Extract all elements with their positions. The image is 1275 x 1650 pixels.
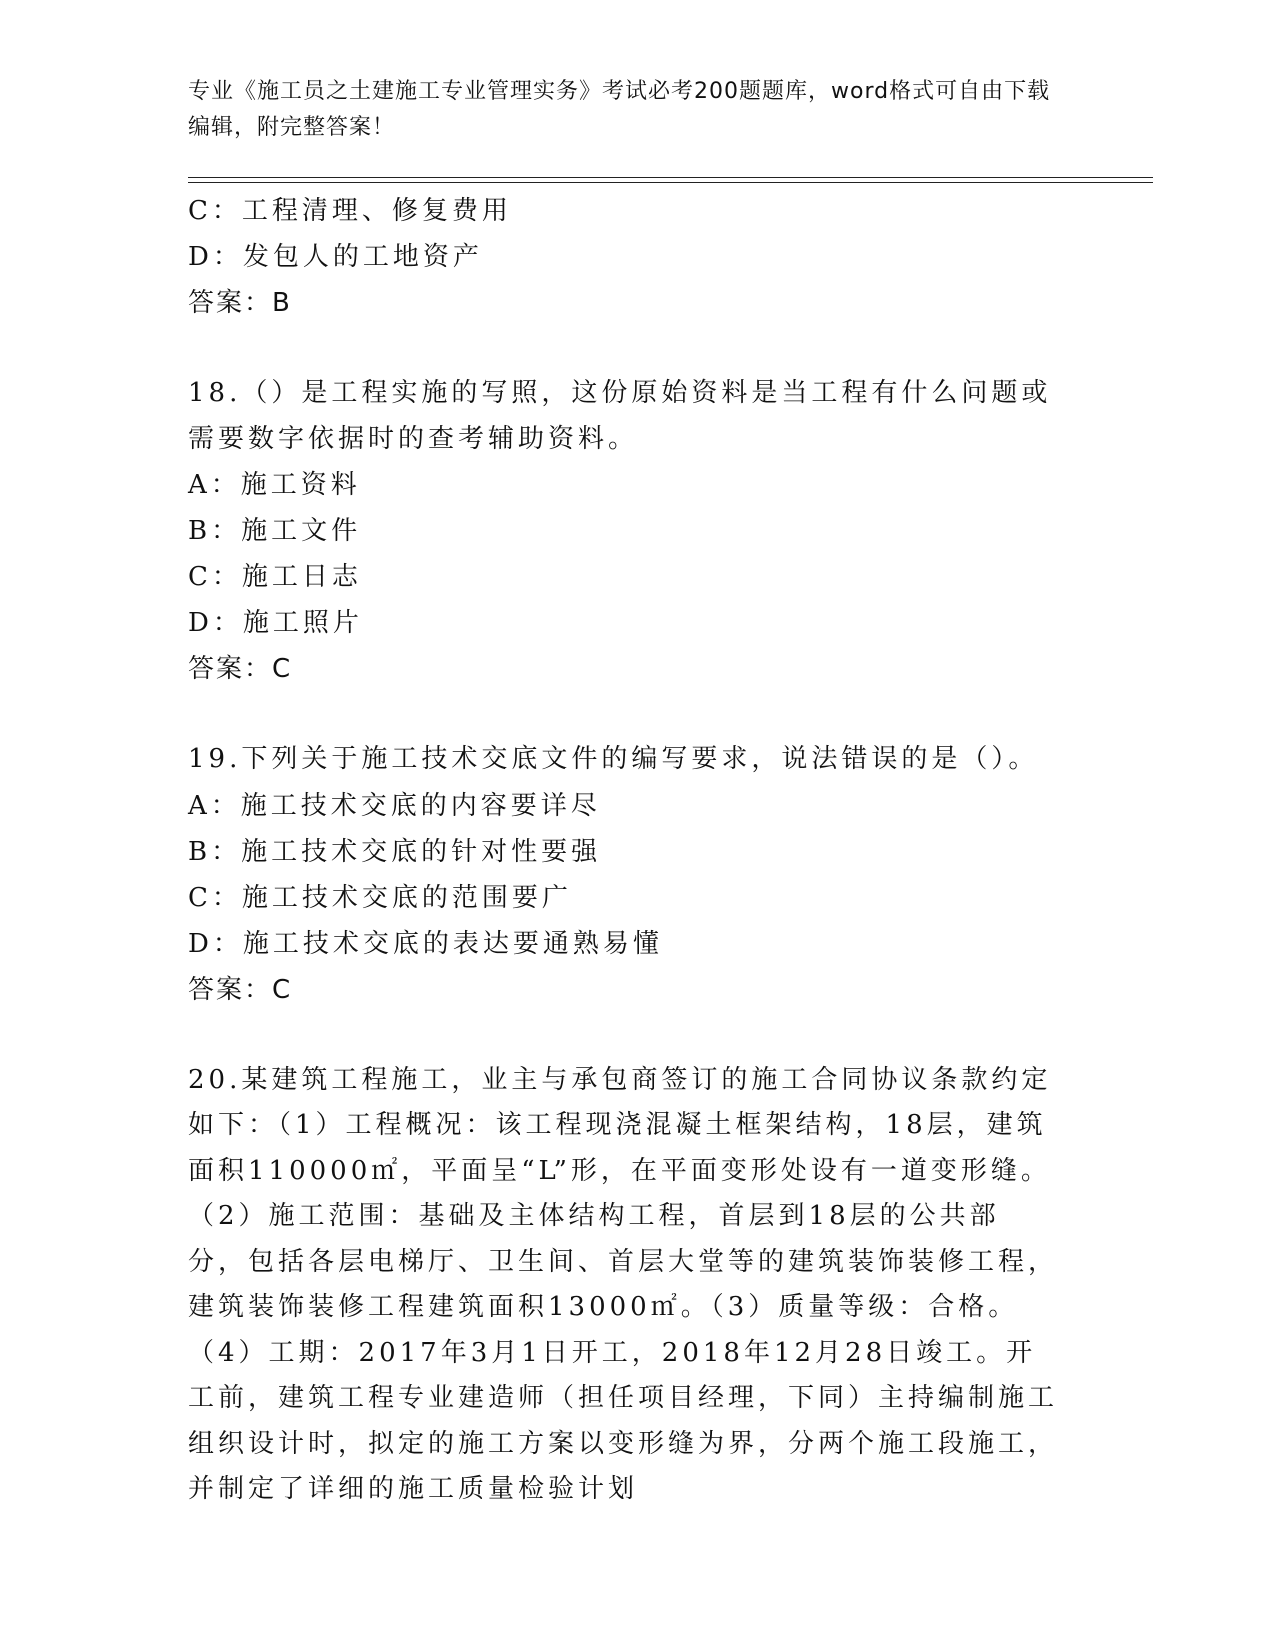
header-rule-bottom — [188, 182, 1153, 183]
answer-line: 答案：C — [188, 654, 293, 684]
question-stem: 19.下列关于施工技术交底文件的编写要求，说法错误的是（）。 — [188, 744, 1039, 774]
question-20 — [188, 1058, 1088, 1513]
option-a: A：施工技术交底的内容要详尽 — [188, 790, 601, 821]
answer-line: 答案：B — [188, 288, 292, 318]
spacer — [188, 1013, 1088, 1058]
option-d: D：施工照片 — [188, 608, 363, 638]
question-content — [188, 188, 1088, 1513]
option-b: B：施工技术交底的针对性要强 — [188, 836, 602, 867]
header-rule-top — [188, 177, 1153, 178]
answer-line: 答案：C — [188, 974, 293, 1005]
option-a: A：施工资料 — [188, 470, 361, 500]
document-header: 专业《施工员之土建施工专业管理实务》考试必考200题题库，word格式可自由下载编辑，附完整答案！ — [188, 79, 1051, 140]
question-19 — [188, 737, 1088, 1013]
option-b: B：施工文件 — [188, 516, 362, 546]
question-17 — [188, 188, 1088, 326]
option-c: C：施工技术交底的范围要广 — [188, 882, 572, 913]
question-18 — [188, 371, 1088, 692]
spacer — [188, 692, 1088, 737]
option-c: C：工程清理、修复费用 — [188, 196, 512, 226]
option-d: D：发包人的工地资产 — [188, 242, 483, 272]
option-c: C：施工日志 — [188, 562, 362, 592]
option-d: D：施工技术交底的表达要通熟易懂 — [188, 928, 663, 959]
question-stem: 18.（）是工程实施的写照，这份原始资料是当工程有什么问题或需要数字依据时的查考辅助资料。 — [188, 378, 1052, 454]
question-stem: 20.某建筑工程施工，业主与承包商签订的施工合同协议条款约定如下：（1）工程概况：该工程现浇混凝土框架结构，18层，建筑面积110000㎡，平面呈“L”形，在平面变形处设有一道变形缝。（2）施工范围：基础及主体结构工程，首层到18层的公共部分，包括各层电梯厅、卫生间、首层大堂等的建筑装饰装修工程，建筑装饰装修工程建筑面积13000㎡。（3）质量等级：合格。（4）工期：2017年3月1日开工，2018年12月28日竣工。开工前，建筑工程专业建造师（担任项目经理，下同）主持编制施工组织设计时，拟定的施工方案以变形缝为界，分两个施工段施工，并制定了详细的施工质量检验计划 — [188, 1064, 1059, 1504]
spacer — [188, 326, 1088, 371]
